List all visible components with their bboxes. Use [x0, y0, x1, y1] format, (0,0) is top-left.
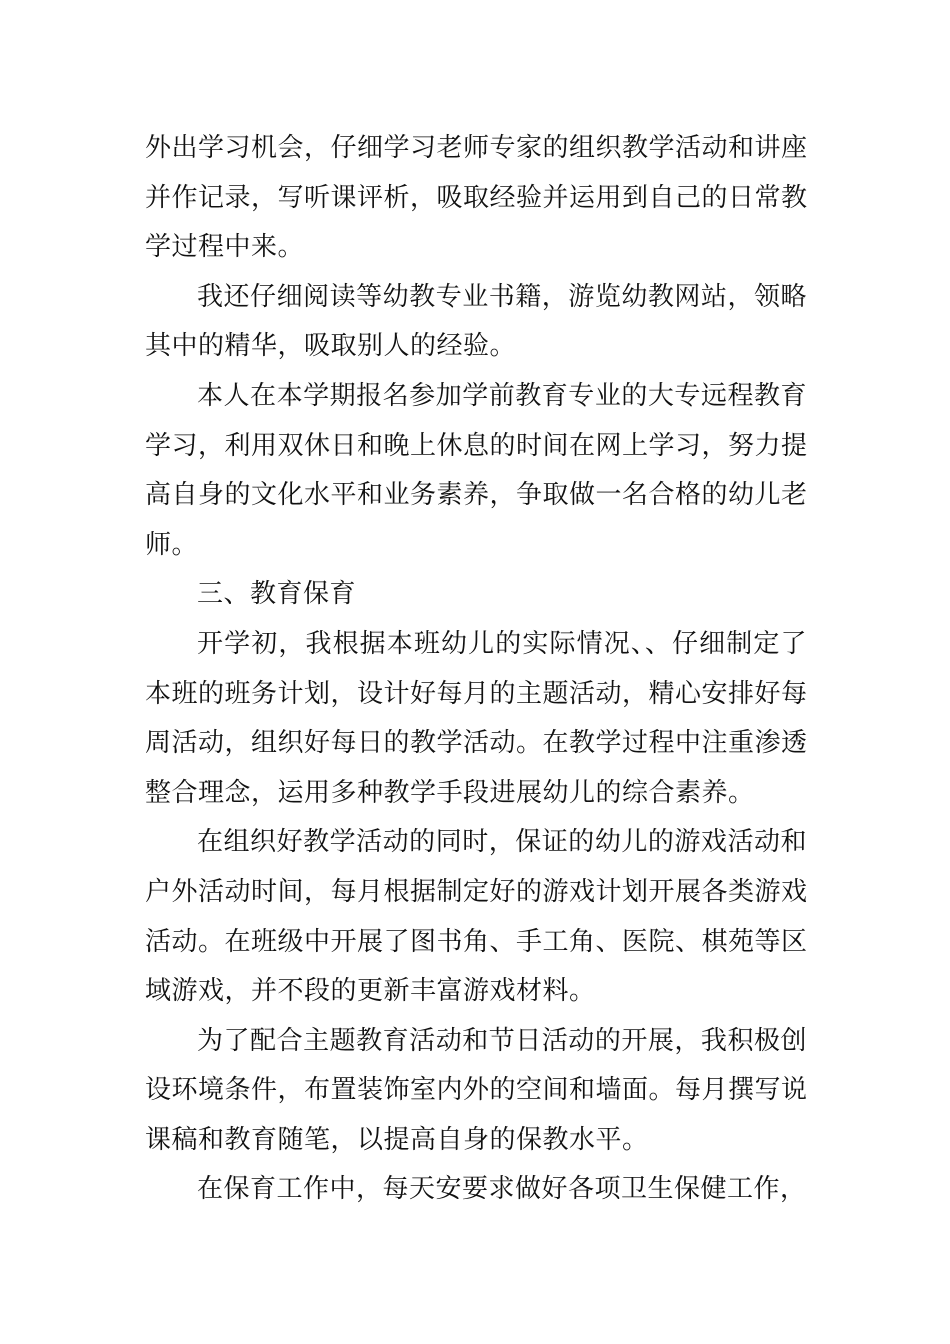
section-heading-text: 三、教育保育	[197, 579, 357, 610]
text-line: 周活动，组织好每日的教学活动。在教学过程中注重渗透	[145, 728, 808, 759]
paragraph	[145, 818, 807, 1016]
paragraph	[145, 124, 807, 273]
paragraph	[145, 620, 807, 818]
text-line: 学过程中来。	[145, 232, 305, 263]
text-line: 学习，利用双休日和晚上休息的时间在网上学习，努力提	[145, 430, 808, 461]
text-line: 本人在本学期报名参加学前教育专业的大专远程教育	[197, 380, 807, 411]
paragraph	[145, 372, 807, 570]
paragraph	[145, 1165, 807, 1215]
text-line: 本班的班务计划，设计好每月的主题活动，精心安排好每	[145, 678, 808, 709]
text-line: 课稿和教育随笔，以提高自身的保教水平。	[145, 1124, 649, 1155]
text-line: 师。	[145, 529, 199, 560]
document-body	[145, 124, 807, 1215]
text-line: 高自身的文化水平和业务素养，争取做一名合格的幼儿老	[145, 480, 808, 511]
text-line: 为了配合主题教育活动和节日活动的开展，我积极创	[197, 1025, 807, 1056]
paragraph	[145, 273, 807, 372]
text-line: 设环境条件，布置装饰室内外的空间和墙面。每月撰写说	[145, 1075, 808, 1106]
text-line: 在组织好教学活动的同时，保证的幼儿的游戏活动和	[197, 827, 807, 858]
text-line: 我还仔细阅读等幼教专业书籍，游览幼教网站，领略	[197, 281, 807, 312]
text-line: 户外活动时间，每月根据制定好的游戏计划开展各类游戏	[145, 876, 808, 907]
text-line: 外出学习机会，仔细学习老师专家的组织教学活动和讲座	[145, 133, 808, 163]
text-line: 整合理念，运用多种教学手段进展幼儿的综合素养。	[145, 777, 755, 808]
text-line: 活动。在班级中开展了图书角、手工角、医院、棋苑等区	[145, 926, 808, 957]
text-line: 域游戏，并不段的更新丰富游戏材料。	[145, 976, 596, 1007]
text-line: 开学初，我根据本班幼儿的实际情况、、仔细制定了	[197, 628, 807, 659]
text-line: 并作记录，写听课评析，吸取经验并运用到自己的日常教	[145, 182, 808, 213]
section-heading	[145, 570, 807, 620]
text-line: 其中的精华，吸取别人的经验。	[145, 331, 517, 362]
text-line: 在保育工作中，每天安要求做好各项卫生保健工作，	[197, 1174, 807, 1205]
paragraph	[145, 1017, 807, 1166]
